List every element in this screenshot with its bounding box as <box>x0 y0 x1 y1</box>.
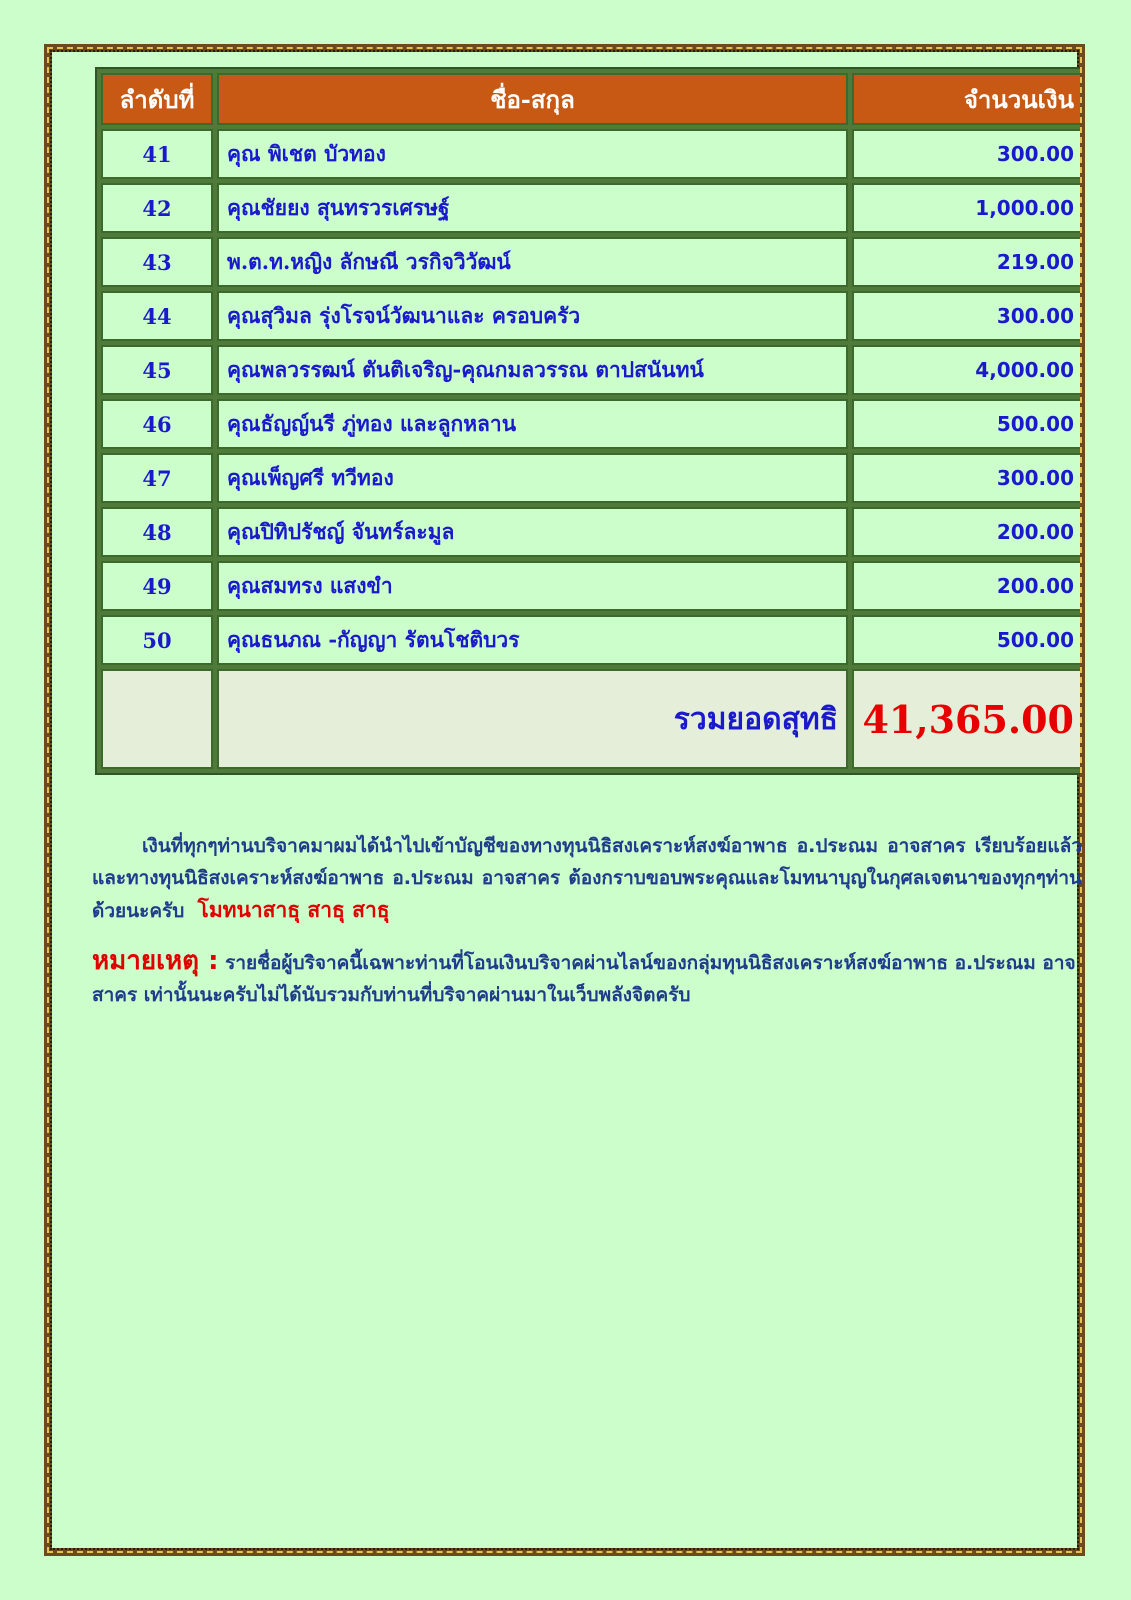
header-amount: จำนวนเงิน <box>852 73 1080 125</box>
thanks-paragraph <box>92 830 1082 927</box>
table-row <box>101 453 1080 503</box>
donation-table-wrapper <box>95 67 1080 775</box>
row-no: 41 <box>101 129 213 179</box>
row-name: คุณธัญญ์นรี ภู่ทอง และลูกหลาน <box>217 399 848 449</box>
row-name: คุณชัยยง สุนทรวรเศรษฐ์ <box>217 183 848 233</box>
total-label: รวมยอดสุทธิ <box>217 669 848 769</box>
row-no: 46 <box>101 399 213 449</box>
remark-paragraph <box>92 945 1082 1011</box>
table-row <box>101 183 1080 233</box>
table-row <box>101 291 1080 341</box>
row-name: คุณสมทรง แสงขำ <box>217 561 848 611</box>
table-row <box>101 399 1080 449</box>
total-row <box>101 669 1080 769</box>
table-row <box>101 615 1080 665</box>
row-no: 48 <box>101 507 213 557</box>
row-no: 43 <box>101 237 213 287</box>
total-value: 41,365.00 <box>852 669 1080 769</box>
row-name: คุณ พิเชต บัวทอง <box>217 129 848 179</box>
row-amount: 219.00 <box>852 237 1080 287</box>
table-header-row <box>101 73 1080 125</box>
row-name: คุณพลวรรฒน์ ตันติเจริญ-คุณกมลวรรณ ตาปสนันทน์ <box>217 345 848 395</box>
thanks-text: เงินที่ทุกๆท่านบริจาคมาผมได้นำไปเข้าบัญชีของทางทุนนิธิสงเคราะห์สงฆ์อาพาธ อ.ประณม อาจสาคร เรียบร้อยแล้ว และทางทุนนิธิสงเคราะห์สงฆ์อาพาธ อ.ประณม อาจสาคร ต้องกราบขอบพระคุณและโมทนาบุญในกุศลเจตนาของทุกๆท่านด้วยนะครับ <box>92 835 1082 922</box>
row-amount: 500.00 <box>852 615 1080 665</box>
blessing-text: โมทนาสาธุ สาธุ สาธุ <box>197 898 390 922</box>
row-no: 47 <box>101 453 213 503</box>
table-row <box>101 561 1080 611</box>
table-row <box>101 129 1080 179</box>
row-name: คุณเพ็ญศรี ทวีทอง <box>217 453 848 503</box>
row-name: คุณธนภณ -กัญญา รัตนโชติบวร <box>217 615 848 665</box>
row-no: 42 <box>101 183 213 233</box>
table-row <box>101 507 1080 557</box>
row-amount: 4,000.00 <box>852 345 1080 395</box>
row-no: 49 <box>101 561 213 611</box>
row-amount: 1,000.00 <box>852 183 1080 233</box>
row-no: 44 <box>101 291 213 341</box>
row-amount: 500.00 <box>852 399 1080 449</box>
row-amount: 200.00 <box>852 507 1080 557</box>
remark-label: หมายเหตุ : <box>92 946 219 976</box>
row-name: พ.ต.ท.หญิง ลักษณี วรกิจวิวัฒน์ <box>217 237 848 287</box>
donation-table <box>95 67 1080 775</box>
total-empty-cell <box>101 669 213 769</box>
row-amount: 300.00 <box>852 453 1080 503</box>
row-name: คุณปิทิปรัชญ์ จันทร์ละมูล <box>217 507 848 557</box>
table-row <box>101 237 1080 287</box>
row-no: 50 <box>101 615 213 665</box>
row-amount: 300.00 <box>852 291 1080 341</box>
header-no: ลำดับที่ <box>101 73 213 125</box>
row-amount: 300.00 <box>852 129 1080 179</box>
row-no: 45 <box>101 345 213 395</box>
header-name: ชื่อ-สกุล <box>217 73 848 125</box>
row-amount: 200.00 <box>852 561 1080 611</box>
row-name: คุณสุวิมล รุ่งโรจน์วัฒนาและ ครอบครัว <box>217 291 848 341</box>
remark-text: รายชื่อผู้บริจาคนี้เฉพาะท่านที่โอนเงินบริจาคผ่านไลน์ของกลุ่มทุนนิธิสงเคราะห์สงฆ์อาพาธ อ.ประณม อาจสาคร เท่านั้นนะครับไม่ได้นับรวมกับท่านที่บริจาคผ่านมาในเว็บพลังจิตครับ <box>92 952 1076 1006</box>
table-row <box>101 345 1080 395</box>
